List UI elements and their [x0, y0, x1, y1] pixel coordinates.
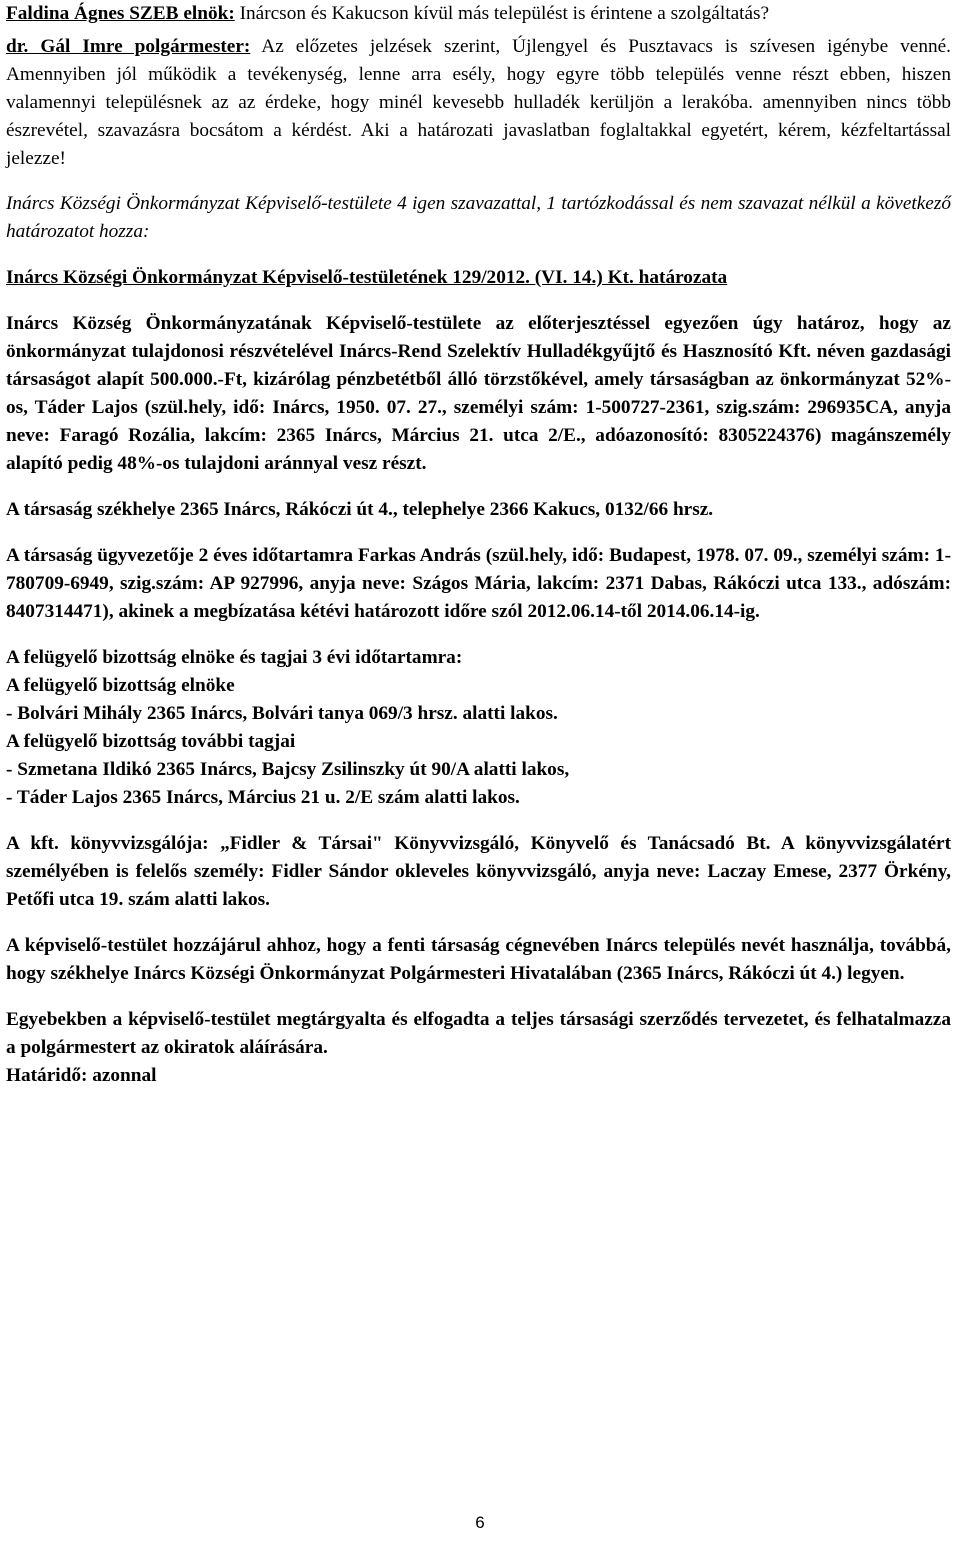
question-paragraph [6, 0, 951, 28]
speaker-name: dr. Gál Imre polgármester: [6, 36, 251, 57]
board-heading: A felügyelő bizottság elnöke és tagjai 3 évi időtartamra: [6, 647, 463, 668]
board-chair-heading: A felügyelő bizottság elnöke [6, 675, 235, 696]
resolution-paragraph: Egyebekben a képviselő-testület megtárgyalta és elfogadta a teljes társasági szerződés tervezetet, és felhatalmazza a polgármestert az okiratok aláírására. [6, 1009, 951, 1058]
resolution-paragraph: A képviselő-testület hozzájárul ahhoz, hogy a fenti társaság cégnevében Inárcs település nevét használja, továbbá, hogy székhelye Inárcs Községi Önkormányzat Polgármesteri Hivatalában (2365 Inárcs, Rákóczi út 4.) legyen. [6, 935, 951, 984]
deadline: Határidő: azonnal [6, 1065, 157, 1086]
resolution-title: Inárcs Községi Önkormányzat Képviselő-testületének 129/2012. (VI. 14.) Kt. határozata [6, 267, 728, 288]
board-chair: - Bolvári Mihály 2365 Inárcs, Bolvári tanya 069/3 hrsz. alatti lakos. [6, 703, 558, 724]
resolution-paragraph: A kft. könyvvizsgálója: „Fidler & Társai" Könyvvizsgáló, Könyvelő és Tanácsadó Bt. A könyvvizsgálatért személyében is felelős személy: Fidler Sándor okleveles könyvvizsgáló, anyja neve: Laczay Emese, 2377 Örkény, Petőfi utca 19. szám alatti lakos. [6, 833, 951, 910]
speaker-name: Faldina Ágnes SZEB elnök: [6, 3, 235, 24]
page-number: 6 [475, 1513, 485, 1532]
board-members-heading: A felügyelő bizottság további tagjai [6, 731, 296, 752]
supervisory-board-section [6, 644, 951, 812]
board-member: - Szmetana Ildikó 2365 Inárcs, Bajcsy Zsilinszky út 90/A alatti lakos, [6, 759, 570, 780]
resolution-paragraph: Inárcs Község Önkormányzatának Képviselő-testülete az előterjesztéssel egyezően úgy határoz, hogy az önkormányzat tulajdonosi részvételével Inárcs-Rend Szelektív Hulladékgyűjtő és Hasznosító Kft. néven gazdasági társaságot alapít 500.000.-Ft, kizárólag pénzbetétből álló törzstőkével, amely társaságban az önkormányzat 52%-os, Táder Lajos (szül.hely, idő: Inárcs, 1950. 07. 27., személyi szám: 1-500727-2361, szig.szám: 296935CA, anyja neve: Faragó Rozália, lakcím: 2365 Inárcs, Március 21. utca 2/E., adóazonosító: 8305224376) magánszemély alapító pedig 48%-os tulajdoni aránnyal vesz részt. [6, 313, 951, 474]
mayor-paragraph [6, 33, 951, 173]
paragraph-text: Az előzetes jelzések szerint, Újlengyel és Pusztavacs is szívesen igénybe venné. Amennyiben jól működik a tevékenység, lenne arra esély, hogy egyre több település venne részt ebben, hiszen valamennyi településnek az az érdeke, hogy minél kevesebb hulladék kerüljön a lerakóba. amennyiben nincs több észrevétel, szavazásra bocsátom a kérdést. Aki a határozati javaslatban foglaltakkal egyetért, kérem, kézfeltartással jelezze! [6, 36, 951, 169]
resolution-paragraph: A társaság székhelye 2365 Inárcs, Rákóczi út 4., telephelye 2366 Kakucs, 0132/66 hrsz. [6, 499, 714, 520]
paragraph-text: Inárcson és Kakucson kívül más települést is érintene a szolgáltatás? [234, 3, 770, 24]
resolution-paragraph: A társaság ügyvezetője 2 éves időtartamra Farkas András (szül.hely, idő: Budapest, 1978. 07. 09., személyi szám: 1-780709-6949, szig.szám: AP 927996, anyja neve: Szágos Mária, lakcím: 2371 Dabas, Rákóczi utca 133., adószám: 8407314471), akinek a megbízatása kétévi határozott időre szól 2012.06.14-től 2014.06.14-ig. [6, 545, 951, 622]
vote-result-paragraph: Inárcs Községi Önkormányzat Képviselő-testülete 4 igen szavazattal, 1 tartózkodással és nem szavazat nélkül a következő határozatot hozza: [6, 193, 951, 242]
board-member: - Táder Lajos 2365 Inárcs, Március 21 u. 2/E szám alatti lakos. [6, 787, 520, 808]
